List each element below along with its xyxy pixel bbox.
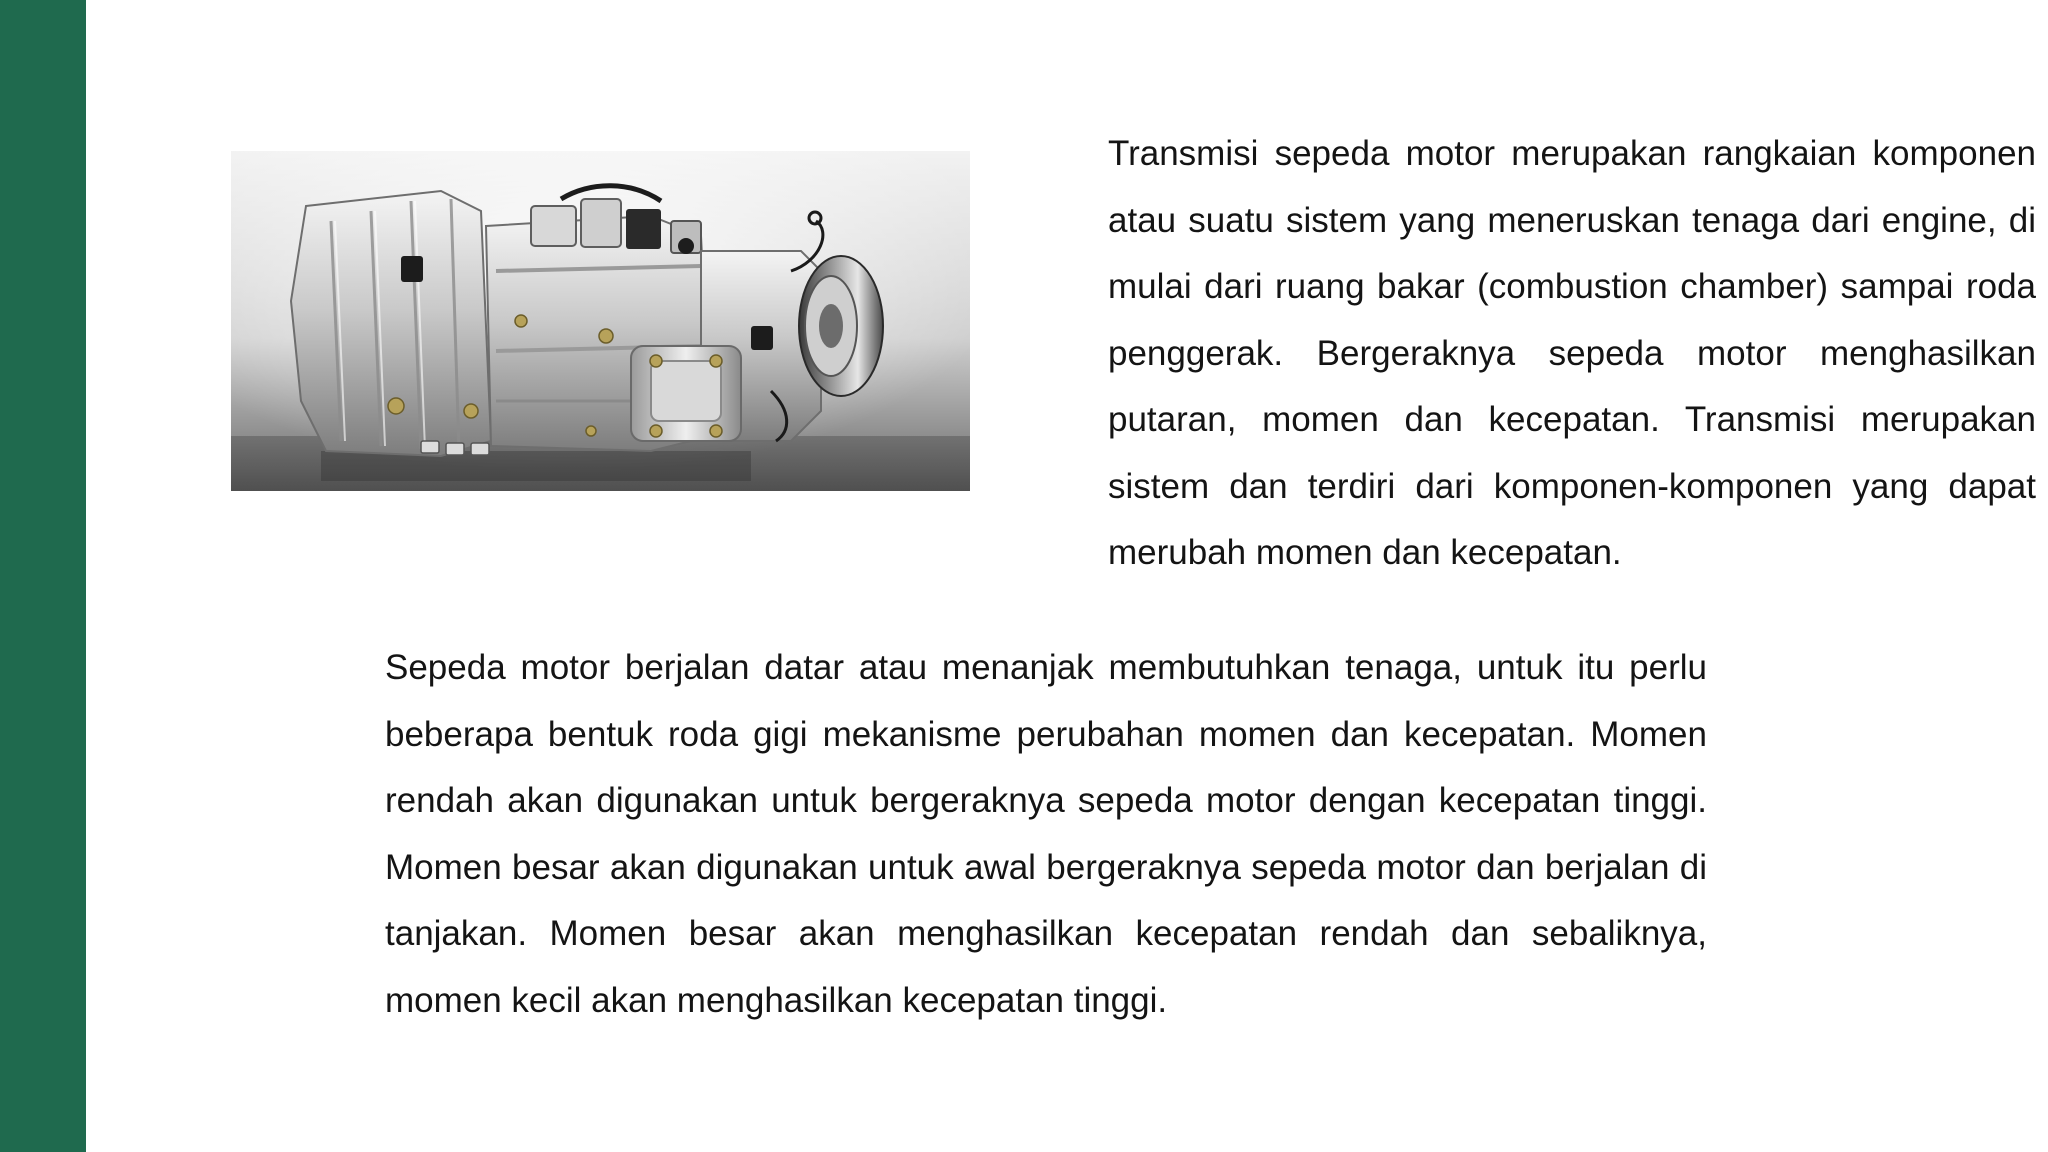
transmission-photo: [231, 151, 970, 491]
accent-sidebar: [0, 0, 86, 1152]
transmission-gearbox-icon: [231, 151, 970, 491]
paragraph-torque-speed: Sepeda motor berjalan datar atau menanjak membutuhkan tenaga, untuk itu perlu beberapa bentuk roda gigi mekanisme perubahan momen dan kecepatan. Momen rendah akan digunakan untuk bergeraknya sepeda motor dengan kecepatan tinggi. Momen besar akan digunakan untuk awal bergeraknya sepeda motor dan berjalan di tanjakan. Momen besar akan menghasilkan kecepatan rendah dan sebaliknya, momen kecil akan menghasilkan kecepatan tinggi.: [385, 648, 1707, 1020]
paragraph-transmission-definition: Transmisi sepeda motor merupakan rangkaian komponen atau suatu sistem yang meneruskan tenaga dari engine, di mulai dari ruang bakar (combustion chamber) sampai roda penggerak. Bergeraknya sepeda motor menghasilkan putaran, momen dan kecepatan. Transmisi merupakan sistem dan terdiri dari komponen-komponen yang dapat merubah momen dan kecepatan.: [1108, 134, 2036, 572]
